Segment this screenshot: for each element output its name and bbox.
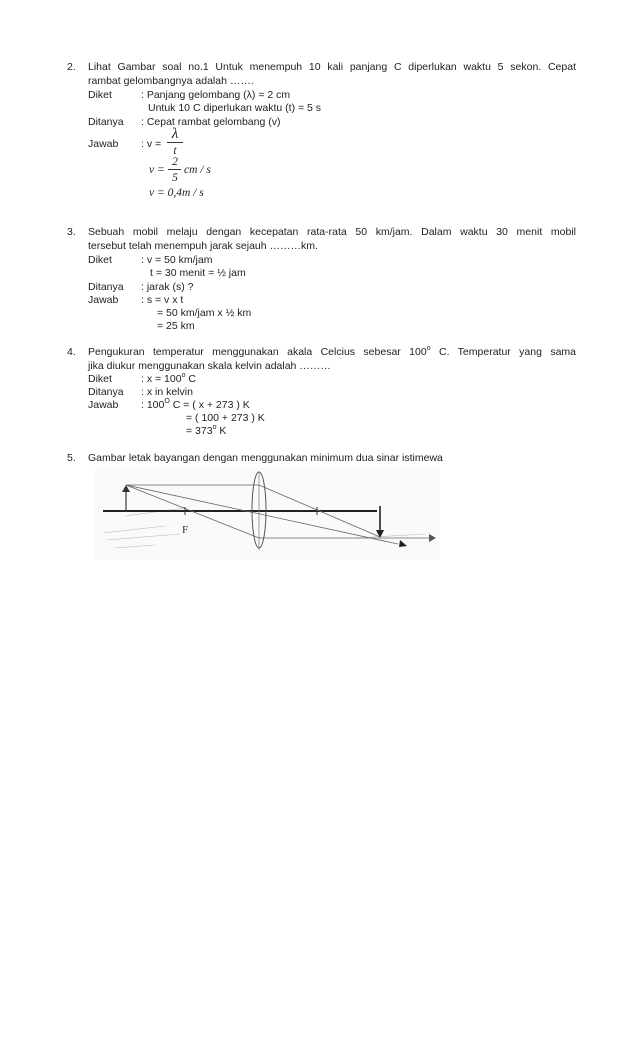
question-number: 4. [67,346,76,358]
diket-label: Diket [88,89,112,101]
diket-label: Diket [88,254,112,266]
diket-value: : $x = 100^o$ C [141,372,196,385]
jawab-value: = 25 km [157,320,195,332]
ditanya-value: : jarak (s) ? [141,281,194,293]
focal-point-label: F [182,524,189,536]
equation-numerator: λ [171,126,179,142]
jawab-value: = ( 100 + 273 ) K [186,412,265,424]
question-text: Pengukuran temperatur menggunakan akala Celcius sebesar 100$^o$ C. Temperatur yang sama [88,345,577,358]
question-number: 5. [67,452,76,464]
question-number: 2. [67,61,76,73]
question-text: Sebuah mobil melaju dengan kecepatan rata-rata 50 km/jam. Dalam waktu 30 menit mobil [88,226,576,238]
jawab-label: Jawab [88,138,119,150]
jawab-value: = 50 km/jam x ½ km [157,307,252,319]
jawab-label: Jawab [88,294,119,306]
jawab-label: Jawab [88,399,119,411]
ditanya-value: : Cepat rambat gelombang (v) [141,116,281,128]
question-text: Gambar letak bayangan dengan menggunakan minimum dua sinar istimewa [88,452,443,464]
fraction-bar [167,142,183,143]
diket-value: : Panjang gelombang (λ) = 2 cm [141,89,291,101]
diket-label: Diket [88,373,112,385]
jawab-value: = $373^o$ K [186,424,227,437]
equation-lhs: v = [149,164,165,176]
question-text: tersebut telah menempuh jarak sejauh ………km. [88,240,318,252]
question-number: 3. [67,226,76,238]
fraction-bar [168,169,181,170]
diagram-background [95,468,440,560]
ditanya-label: Ditanya [88,281,124,293]
equation-unit: cm / s [184,164,211,176]
question-text: Lihat Gambar soal no.1 Untuk menempuh 10 kali panjang C diperlukan waktu 5 sekon. Cepat [88,61,576,73]
equation-numerator: 2 [172,156,178,168]
diket-value: Untuk 10 C diperlukan waktu (t) = 5 s [148,102,322,114]
ditanya-value: : x in kelvin [141,386,193,398]
equation-denominator: t [173,145,177,157]
jawab-value: : s = v x t [141,294,184,306]
question-text: jika diukur menggunakan skala kelvin adalah ……… [88,360,331,372]
equation-result: v = 0,4m / s [149,187,204,199]
ditanya-label: Ditanya [88,386,124,398]
equation-lhs: : v = [141,138,162,150]
lens-ray-diagram [95,468,440,560]
ditanya-label: Ditanya [88,116,124,128]
diket-value: : v = 50 km/jam [141,254,213,266]
equation-denominator: 5 [172,172,178,184]
question-text: rambat gelombangnya adalah ……. [88,75,254,87]
diket-value: t = 30 menit = ½ jam [150,267,246,279]
jawab-value: : $100^O$ C = ( x + 273 ) K [141,398,250,411]
